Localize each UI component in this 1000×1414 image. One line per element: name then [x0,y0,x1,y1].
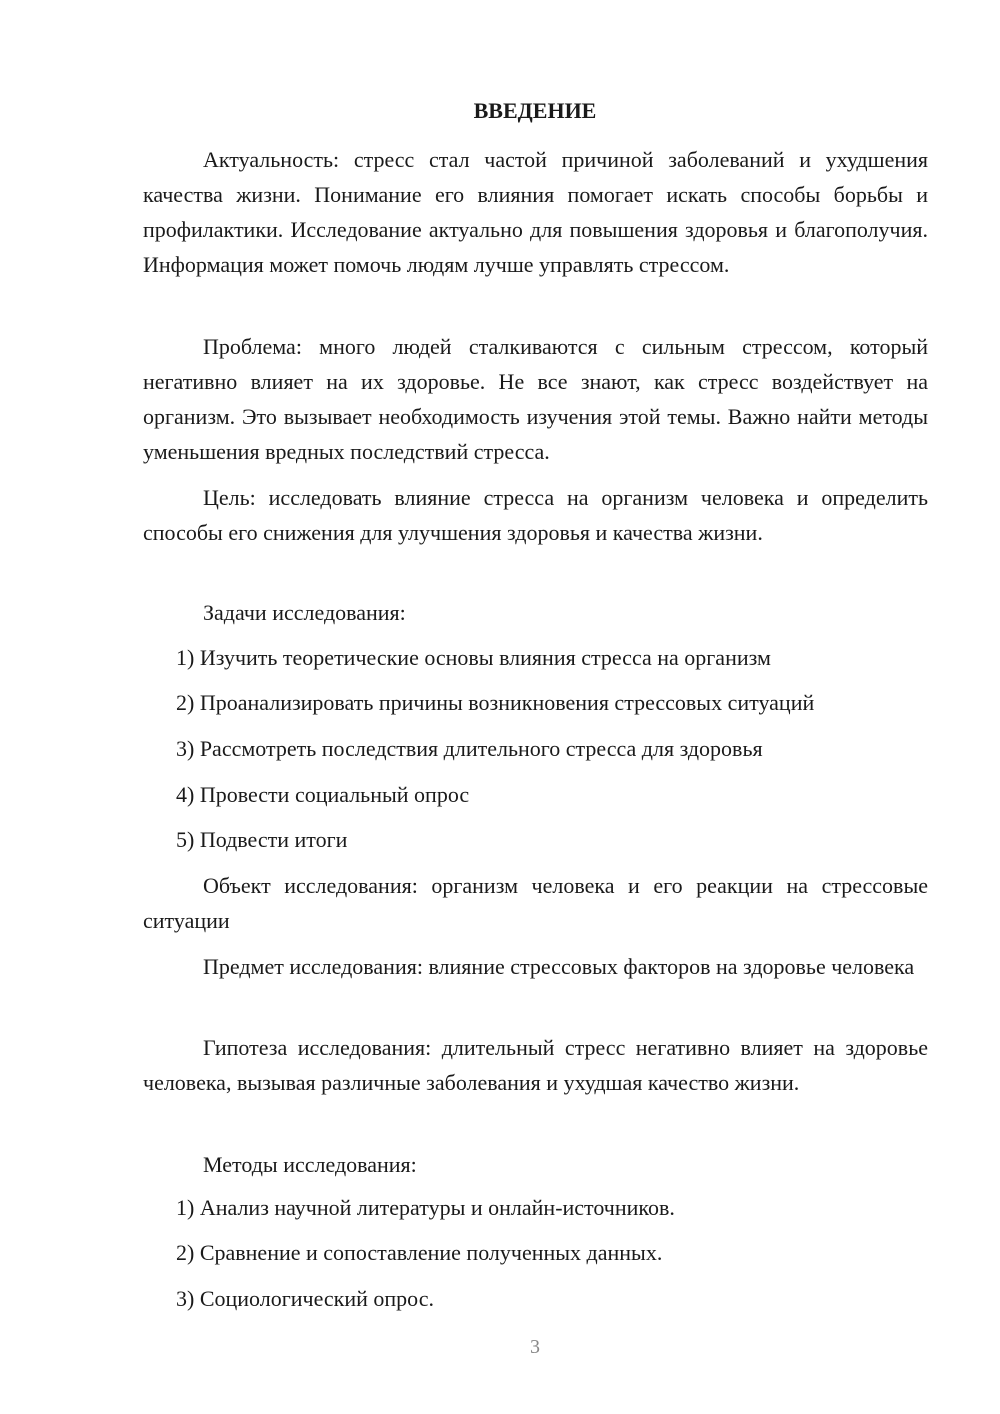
tasks-heading: Задачи исследования: [203,600,406,625]
paragraph-goal: Цель: исследовать влияние стресса на организм человека и определить способы его снижения для улучшения здоровья и качества жизни. [143,485,928,545]
page-title: ВВЕДЕНИЕ [473,98,597,123]
task-item: 2) Проанализировать причины возникновения стрессовых ситуаций [176,690,815,715]
task-item: 4) Провести социальный опрос [176,782,470,807]
method-item: 2) Сравнение и сопоставление полученных данных. [176,1240,663,1265]
paragraph-relevance: Актуальность: стресс стал частой причиной заболеваний и ухудшения качества жизни. Понимание его влияния помогает искать способы борьбы и профилактики. Исследование актуально для повышения здоровья и благополучия. Информация может помочь людям лучше управлять стрессом. [143,147,928,277]
page-number: 3 [530,1336,540,1358]
task-item: 3) Рассмотреть последствия длительного стресса для здоровья [176,736,763,761]
paragraph-subject: Предмет исследования: влияние стрессовых факторов на здоровье человека [203,954,915,979]
paragraph-object: Объект исследования: организм человека и его реакции на стрессовые ситуации [143,873,928,933]
paragraph-hypothesis: Гипотеза исследования: длительный стресс негативно влияет на здоровье человека, вызывая различные заболевания и ухудшая качество жизни. [143,1035,928,1095]
method-item: 1) Анализ научной литературы и онлайн-источников. [176,1195,675,1220]
task-item: 1) Изучить теоретические основы влияния стресса на организм [176,645,771,670]
task-item: 5) Подвести итоги [176,827,348,852]
methods-heading: Методы исследования: [203,1152,417,1177]
paragraph-problem: Проблема: много людей сталкиваются с сильным стрессом, который негативно влияет на их здоровье. Не все знают, как стресс воздействует на организм. Это вызывает необходимость изучения этой темы. Важно найти методы уменьшения вредных последствий стресса. [143,334,928,464]
method-item: 3) Социологический опрос. [176,1286,434,1311]
